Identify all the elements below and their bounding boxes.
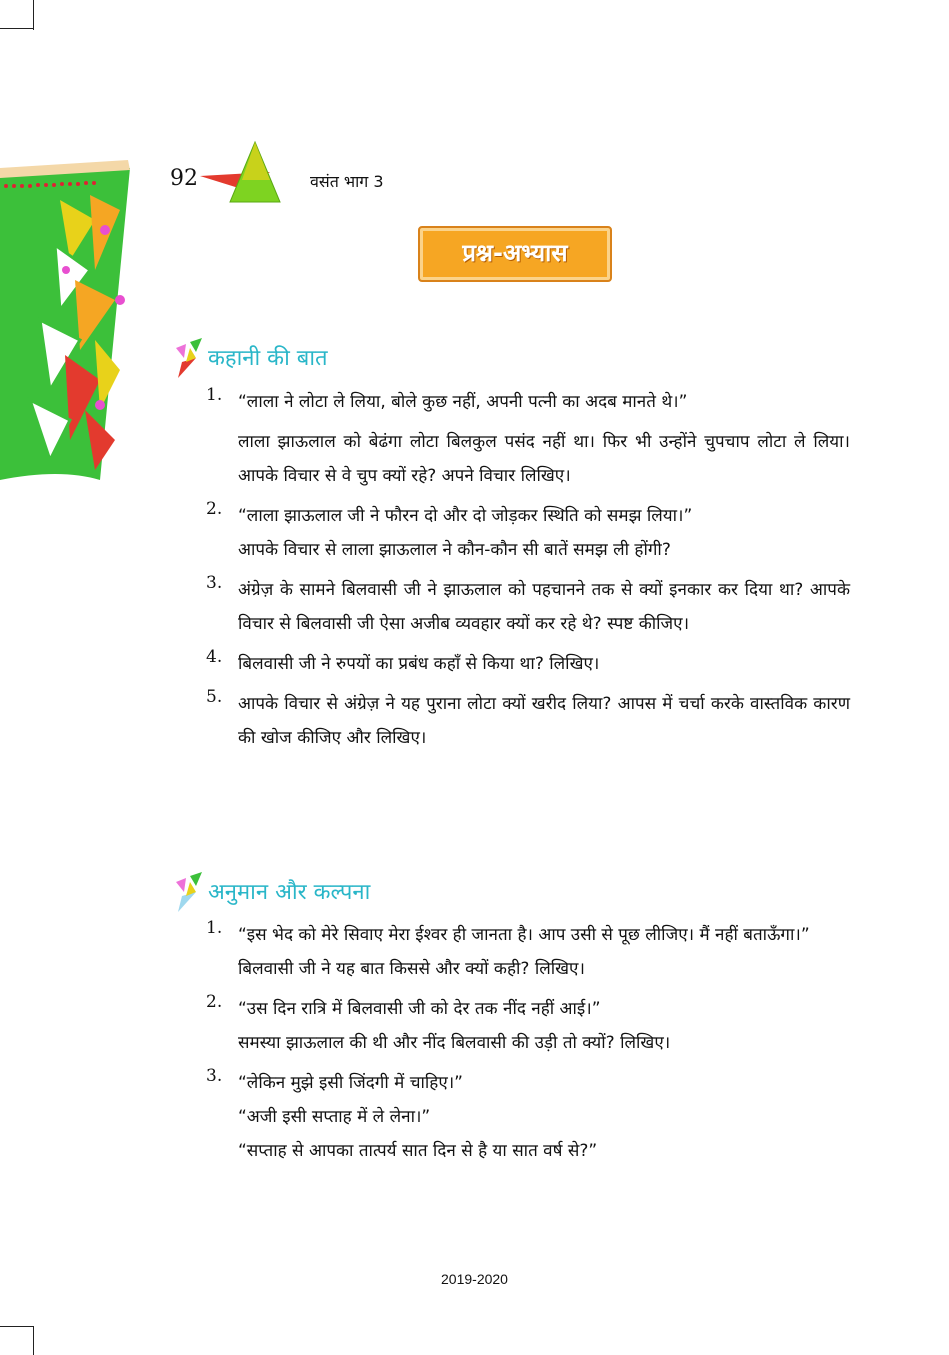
- question-text: लाला झाऊलाल को बेढंगा लोटा बिलकुल पसंद नहीं था। फिर भी उन्होंने चुपचाप लोटा ले लिया। आपके विचार से वे चुप क्यों रहे? अपने विचार लिखिए।: [238, 432, 850, 486]
- question-text: समस्या झाऊलाल की थी और नींद बिलवासी की उड़ी तो क्यों? लिखिए।: [238, 1033, 671, 1053]
- crop-mark: [0, 28, 34, 29]
- question-number: 1.: [206, 918, 223, 938]
- question-item: [206, 385, 850, 493]
- question-text: “उस दिन रात्रि में बिलवासी जी को देर तक नींद नहीं आई।”: [238, 999, 601, 1019]
- question-text: “लाला ने लोटा ले लिया, बोले कुछ नहीं, अपनी पत्नी का अदब मानते थे।”: [238, 392, 688, 412]
- question-text: बिलवासी जी ने यह बात किससे और क्यों कही? लिखिए।: [238, 959, 585, 979]
- question-text: “लाला झाऊलाल जी ने फौरन दो और दो जोड़कर स्थिति को समझ लिया।”: [238, 506, 693, 526]
- footer-year: 2019-2020: [441, 1271, 508, 1287]
- leaf-icon: [172, 872, 204, 914]
- question-text: बिलवासी जी ने रुपयों का प्रबंध कहाँ से किया था? लिखिए।: [238, 654, 600, 674]
- question-item: [206, 918, 850, 986]
- question-text: “अजी इसी सप्ताह में ले लेना।”: [238, 1107, 431, 1127]
- decorative-border: [0, 150, 140, 490]
- question-number: 3.: [206, 1066, 223, 1086]
- question-text: “सप्ताह से आपका तात्पर्य सात दिन से है या सात वर्ष से?”: [238, 1141, 598, 1161]
- question-list: [206, 385, 850, 761]
- section-title: अनुमान और कल्पना: [208, 880, 371, 905]
- section-title: कहानी की बात: [208, 346, 328, 371]
- question-item: [206, 992, 850, 1060]
- exercise-banner: [418, 226, 612, 282]
- question-list: [206, 918, 850, 1174]
- crop-mark: [33, 1326, 34, 1355]
- question-number: 4.: [206, 647, 223, 667]
- question-text: आपके विचार से लाला झाऊलाल ने कौन-कौन सी बातें समझ ली होंगी?: [238, 540, 671, 560]
- banner-title: प्रश्न-अभ्यास: [462, 239, 568, 267]
- page-number: 92: [170, 166, 198, 191]
- question-item: [206, 647, 850, 681]
- question-text: आपके विचार से अंग्रेज़ ने यह पुराना लोटा क्यों खरीद लिया? आपस में चर्चा करके वास्तविक कारण की खोज कीजिए और लिखिए।: [238, 694, 850, 748]
- question-item: [206, 499, 850, 567]
- question-number: 1.: [206, 385, 223, 405]
- question-number: 3.: [206, 573, 223, 593]
- crop-mark: [33, 0, 34, 30]
- book-title: वसंत भाग 3: [310, 172, 384, 191]
- question-text: “इस भेद को मेरे सिवाए मेरा ईश्वर ही जानता है। आप उसी से पूछ लीजिए। मैं नहीं बताऊँगा।”: [238, 925, 810, 945]
- header-triangle-mark: [200, 140, 310, 210]
- question-item: [206, 1066, 850, 1168]
- question-number: 2.: [206, 992, 223, 1012]
- leaf-icon: [172, 338, 204, 380]
- question-number: 5.: [206, 687, 223, 707]
- question-item: [206, 573, 850, 641]
- question-text: अंग्रेज़ के सामने बिलवासी जी ने झाऊलाल को पहचानने तक से क्यों इनकार कर दिया था? आपके विचार से बिलवासी जी ऐसा अजीब व्यवहार क्यों कर रहे थे? स्पष्ट कीजिए।: [238, 580, 850, 634]
- question-number: 2.: [206, 499, 223, 519]
- page-header: [170, 140, 430, 210]
- question-text: “लेकिन मुझे इसी जिंदगी में चाहिए।”: [238, 1073, 463, 1093]
- crop-mark: [0, 1326, 34, 1327]
- question-item: [206, 687, 850, 755]
